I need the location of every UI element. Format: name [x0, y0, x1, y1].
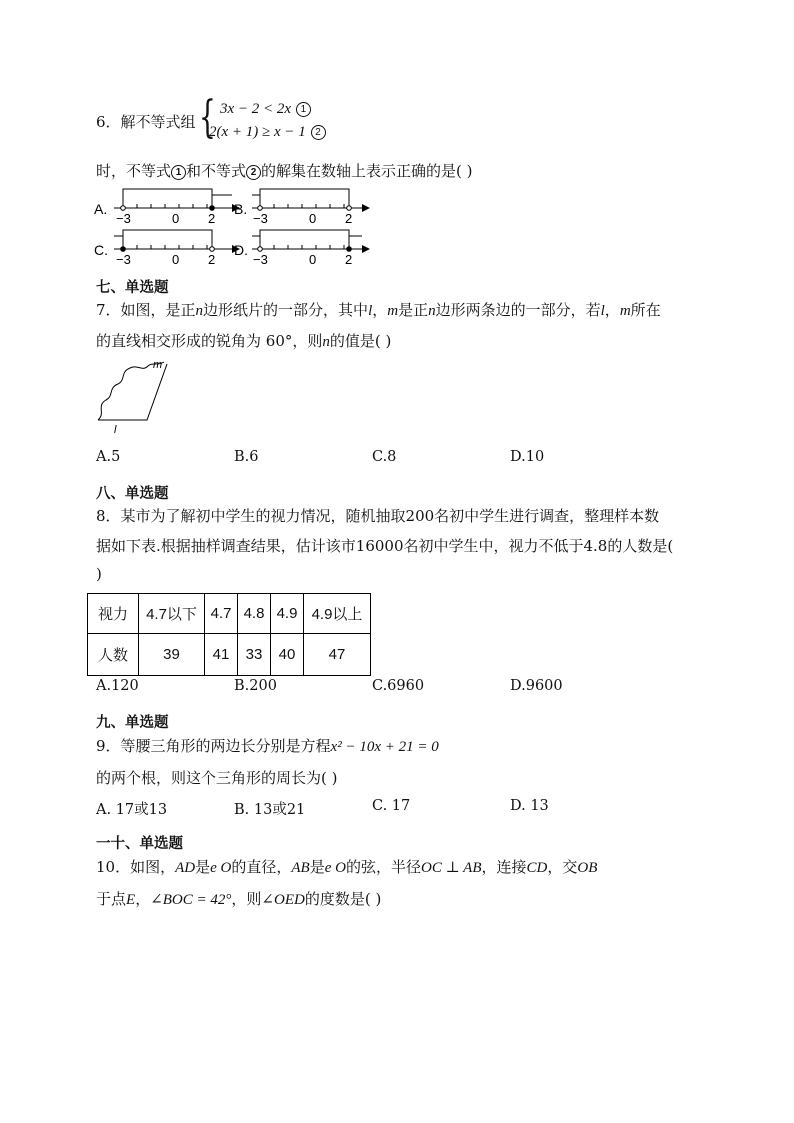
vision-table: [87, 593, 371, 676]
svg-text:2: 2: [208, 252, 216, 267]
section-heading-10: 一十、单选题: [96, 835, 183, 852]
option-a-number-line[interactable]: [94, 189, 240, 226]
option-d-label: D.: [234, 242, 248, 258]
circle-mark-1: 1: [296, 102, 311, 117]
q7-option-b[interactable]: B.6: [234, 449, 259, 465]
q7-option-d[interactable]: D.10: [510, 449, 545, 465]
table-cell: 视力: [88, 594, 139, 634]
section-heading-7: 七、单选题: [96, 279, 169, 296]
svg-text:−3: −3: [116, 211, 131, 226]
system-brace: {: [199, 92, 216, 143]
table-cell: 40: [271, 634, 304, 676]
circle-mark-2: 2: [246, 165, 261, 180]
q10-line-1: 10．如图，AD是e O的直径，AB是e O的弦，半径OC ⊥ AB，连接CD，交OB: [96, 858, 598, 876]
figure-label-m: m: [153, 359, 163, 371]
q6-prefix: 6．解不等式组: [96, 113, 196, 131]
svg-text:0: 0: [172, 252, 180, 267]
q7-option-a[interactable]: A.5: [96, 449, 121, 465]
svg-text:0: 0: [309, 252, 317, 267]
circle-mark-2: 2: [311, 125, 326, 140]
svg-text:0: 0: [172, 211, 180, 226]
circle-mark-1: 1: [171, 165, 186, 180]
q8-option-b[interactable]: B.200: [234, 678, 277, 694]
svg-text:−3: −3: [253, 252, 268, 267]
table-cell: 4.8: [238, 594, 271, 634]
q7-line-1: 7．如图，是正n边形纸片的一部分，其中l，m是正n边形两条边的一部分，若l，m所在: [96, 301, 661, 319]
section-heading-8: 八、单选题: [96, 485, 169, 502]
table-cell: 4.9以上: [304, 594, 371, 634]
table-cell: 4.9: [271, 594, 304, 634]
option-c-label: C.: [94, 242, 108, 258]
q9-line-2: 的两个根，则这个三角形的周长为( ): [96, 769, 338, 787]
q7-line-2: 的直线相交形成的锐角为 60°，则n的值是( ): [96, 332, 392, 350]
table-row: [88, 594, 371, 634]
q7-option-c[interactable]: C.8: [372, 449, 397, 465]
svg-text:−3: −3: [116, 252, 131, 267]
figure-label-l: l: [114, 424, 117, 436]
q8-line-3: ): [96, 565, 102, 583]
table-cell: 47: [304, 634, 371, 676]
q9-option-a[interactable]: A. 17或13: [96, 802, 168, 818]
q9-option-c[interactable]: C. 17: [372, 798, 411, 814]
table-cell: 4.7: [205, 594, 238, 634]
table-cell: 4.7以下: [139, 594, 205, 634]
q8-line-1: 8．某市为了解初中学生的视力情况，随机抽取200名初中学生进行调查，整理样本数: [96, 507, 660, 525]
section-heading-9: 九、单选题: [96, 714, 169, 731]
q9-equation: x² − 10x + 21 = 0: [330, 739, 439, 755]
svg-text:2: 2: [345, 211, 353, 226]
svg-text:2: 2: [345, 252, 353, 267]
option-c-number-line[interactable]: [94, 230, 240, 267]
table-cell: 39: [139, 634, 205, 676]
table-row: [88, 634, 371, 676]
table-cell: 41: [205, 634, 238, 676]
q10-line-2: 于点E，∠BOC = 42°，则∠OED的度数是( ): [96, 890, 382, 908]
svg-text:0: 0: [309, 211, 317, 226]
option-b-number-line[interactable]: [234, 189, 370, 226]
q8-option-c[interactable]: C.6960: [372, 678, 425, 694]
q6-inequality-1: 3x − 2 < 2x 1: [220, 99, 311, 118]
svg-text:2: 2: [208, 211, 216, 226]
q9-line-1: 9．等腰三角形的两边长分别是方程x² − 10x + 21 = 0: [96, 737, 439, 755]
q8-line-2: 据如下表.根据抽样调查结果，估计该市16000名初中学生中，视力不低于4.8的人数是(: [96, 537, 674, 555]
q8-option-a[interactable]: A.120: [96, 678, 139, 694]
svg-text:−3: −3: [253, 211, 268, 226]
option-d-number-line[interactable]: [234, 230, 370, 267]
table-cell: 33: [238, 634, 271, 676]
option-a-label: A.: [94, 201, 108, 217]
q6-inequality-2: 2(x + 1) ≥ x − 1 2: [209, 122, 326, 141]
q7-polygon-figure: [92, 358, 172, 438]
q8-option-d[interactable]: D.9600: [510, 678, 563, 694]
table-cell: 人数: [88, 634, 139, 676]
q6-question-line: 时，不等式 1 和不等式 2 的解集在数轴上表示正确的是( ): [96, 162, 473, 180]
option-b-label: B.: [234, 201, 248, 217]
q9-option-b[interactable]: B. 13或21: [234, 802, 306, 818]
number-line-options: [90, 185, 390, 270]
q9-option-d[interactable]: D. 13: [510, 798, 549, 814]
